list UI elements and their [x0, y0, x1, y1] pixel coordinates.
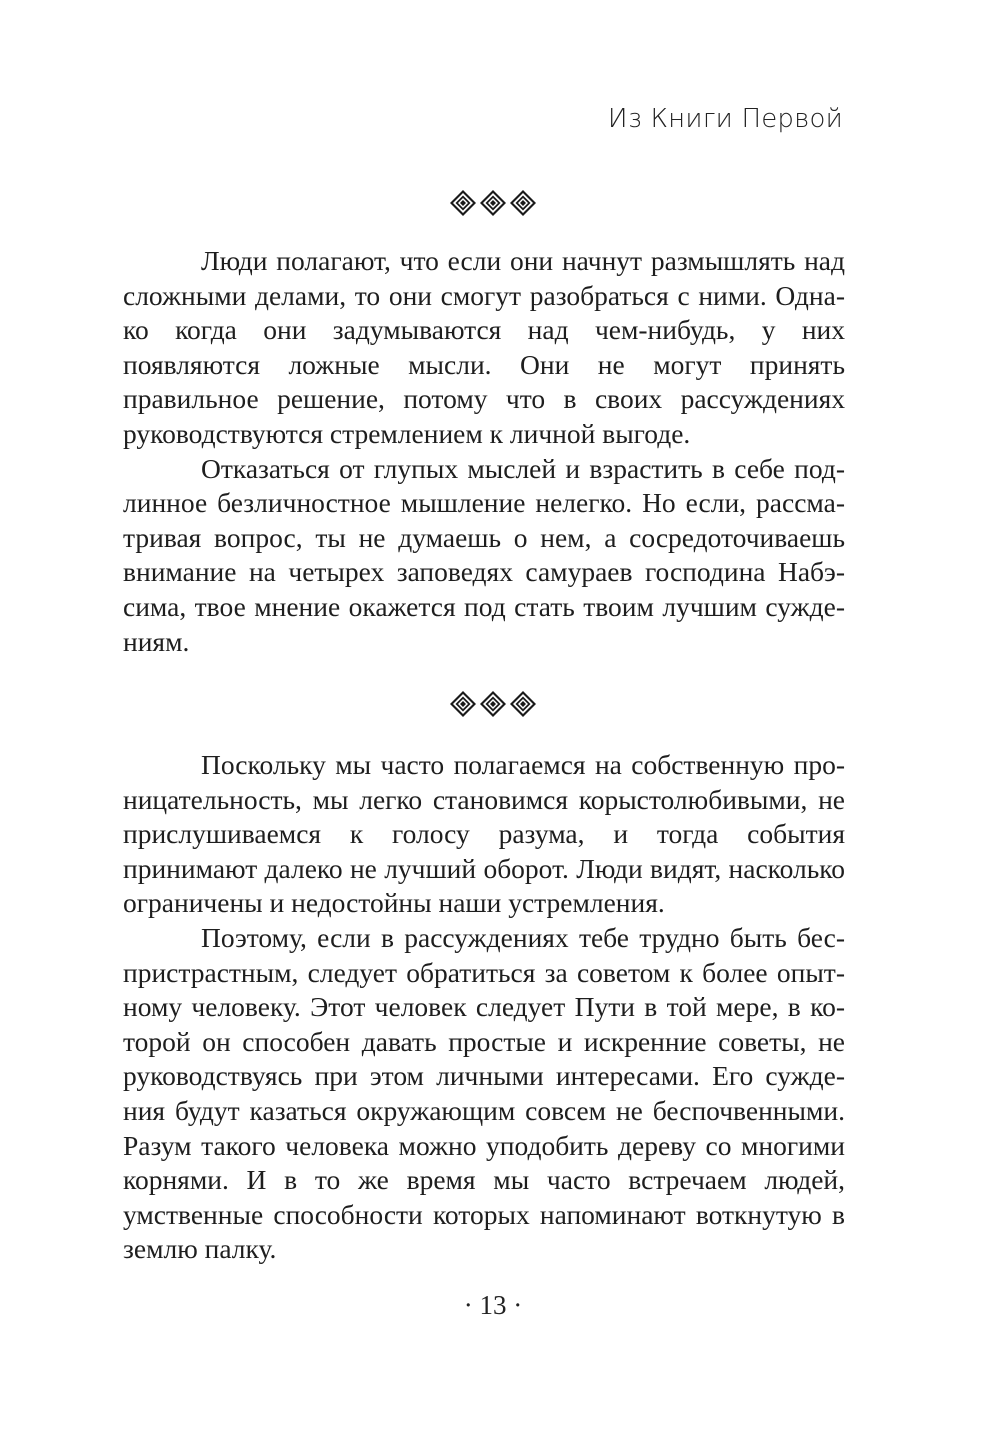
text-section-2	[123, 748, 845, 1267]
paragraph: Отказаться от глупых мыслей и взрастить в себе подлинное безличностное мышление нелегко. Но если, рассматривая вопрос, ты не думаешь о нем, а сосредоточиваешь внимание на четырех заповедях самураев господина Набэсима, твое мнение окажется под стать твоим лучшим суждениям.	[123, 452, 845, 657]
concentric-diamond-icon	[509, 189, 537, 217]
paragraph: Люди полагают, что если они начнут размышлять над сложными делами, то они смогут разобраться с ними. Однако когда они задумываются над чем-нибудь, у них появляются ложные мысли. Они не могут принять правильное решение, потому что в своих рассуждениях руководствуются стремлением к личной выгоде.	[123, 245, 845, 449]
concentric-diamond-icon	[449, 189, 477, 217]
concentric-diamond-icon	[509, 690, 537, 718]
concentric-diamond-icon	[479, 690, 507, 718]
paragraph: Поскольку мы часто полагаемся на собственную проницательность, мы легко становимся корыстолюбивыми, не прислушиваемся к голосу разума, и тогда события принимают далеко не лучший оборот. Люди видят, насколько ограничены и недостойны наши устремления.	[123, 749, 845, 919]
paragraph: Поэтому, если в рассуждениях тебе трудно быть беспристрастным, следует обратиться за советом к более опытному человеку. Этот человек следует Пути в той мере, в которой он способен давать простые и искренние советы, не руководствуясь при этом личными интересами. Его суждения будут казаться окружающим совсем не беспочвенными. Разум такого человека можно уподобить дереву со многими корнями. И в то же время мы часто встречаем людей, умственные способности которых напоминают воткнутую в землю палку.	[123, 921, 845, 1265]
concentric-diamond-icon	[479, 189, 507, 217]
concentric-diamond-icon	[449, 690, 477, 718]
section-ornament	[0, 189, 986, 217]
section-ornament	[0, 690, 986, 718]
running-header: Из Книги Первой	[607, 104, 843, 134]
text-section-1	[123, 244, 845, 659]
page-number: · 13 ·	[463, 1290, 523, 1320]
